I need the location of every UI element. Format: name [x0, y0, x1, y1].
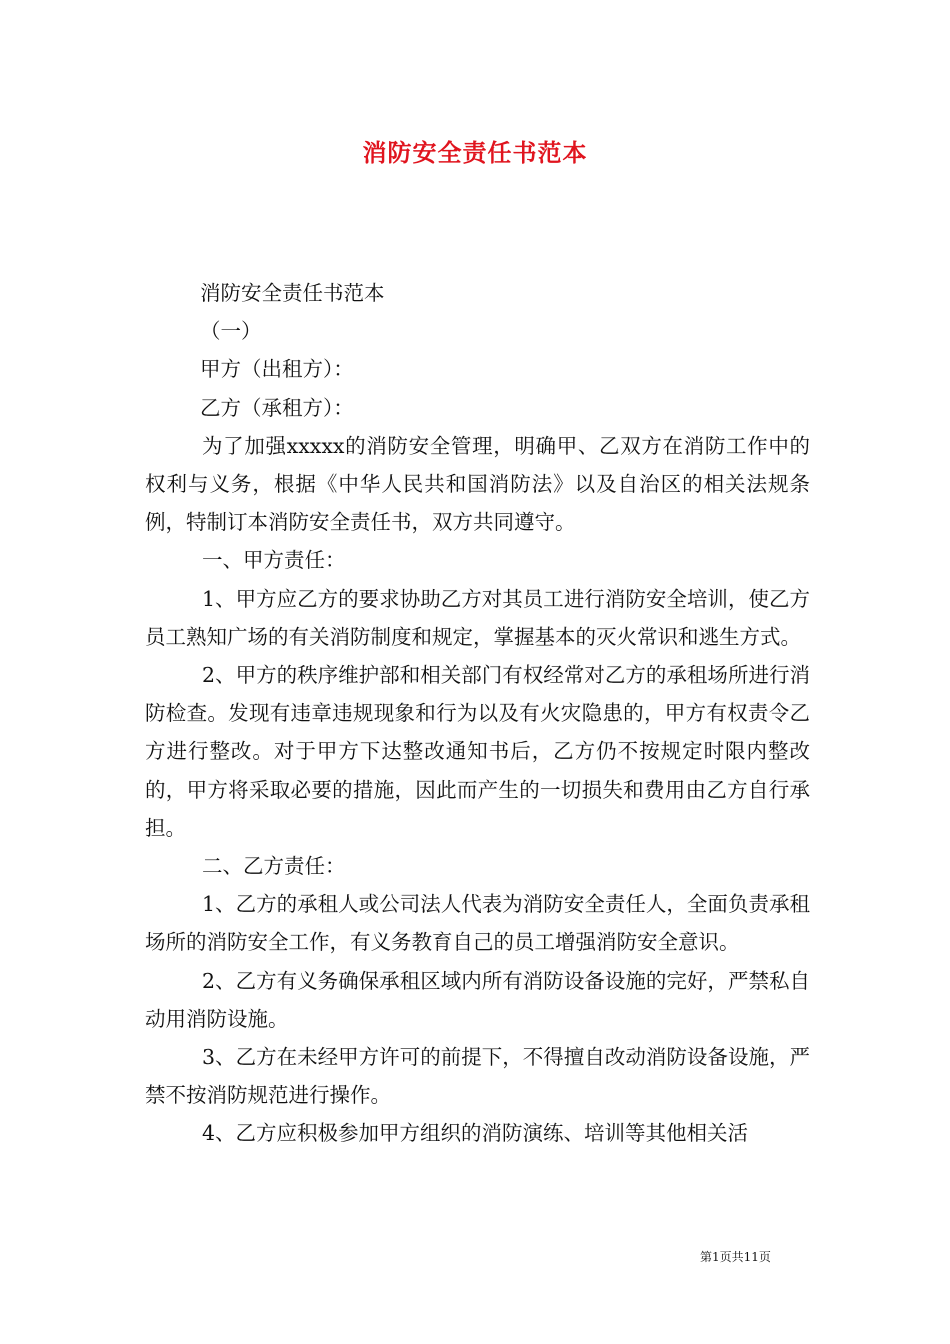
heading-party-a: 一、甲方责任： [202, 548, 346, 573]
party-b-line: 乙方（承租方）： [200, 395, 354, 420]
party-a-line: 甲方（出租方）： [200, 357, 354, 382]
party-b-clause-4: 4、乙方应积极参加甲方组织的消防演练、培训等其他相关活 [202, 1121, 749, 1146]
party-b-clause-3: 3、乙方在未经甲方许可的前提下，不得擅自改动消防设备设施，严禁不按消防规范进行操作。 [145, 1045, 810, 1108]
party-a-clause-2: 2、甲方的秩序维护部和相关部门有权经常对乙方的承租场所进行消防检查。发现有违章违规现象和行为以及有火灾隐患的，甲方有权责令乙方进行整改。对于甲方下达整改通知书后，乙方仍不按规定时限内整改的，甲方将采取必要的措施，因此而产生的一切损失和费用由乙方自行承担。 [145, 663, 810, 840]
subtitle-line: 消防安全责任书范本 [200, 281, 385, 305]
intro-paragraph: 为了加强xxxxx的消防安全管理，明确甲、乙双方在消防工作中的权利与义务，根据《中华人民共和国消防法》以及自治区的相关法规条例，特制订本消防安全责任书，双方共同遵守。 [145, 433, 810, 535]
party-b-clause-2: 2、乙方有义务确保承租区域内所有消防设备设施的完好，严禁私自动用消防设施。 [145, 968, 810, 1031]
section-number-line: （一） [200, 319, 262, 344]
document-body [145, 274, 810, 1153]
heading-party-b: 二、乙方责任： [202, 854, 346, 879]
document-title: 消防安全责任书范本 [362, 138, 588, 167]
party-b-clause-1: 1、乙方的承租人或公司法人代表为消防安全责任人，全面负责承租场所的消防安全工作，有义务教育自己的员工增强消防安全意识。 [145, 892, 810, 955]
page-number-footer: 第1页共11页 [700, 1250, 771, 1264]
party-a-clause-1: 1、甲方应乙方的要求协助乙方对其员工进行消防安全培训，使乙方员工熟知广场的有关消防制度和规定，掌握基本的灭火常识和逃生方式。 [145, 586, 810, 649]
